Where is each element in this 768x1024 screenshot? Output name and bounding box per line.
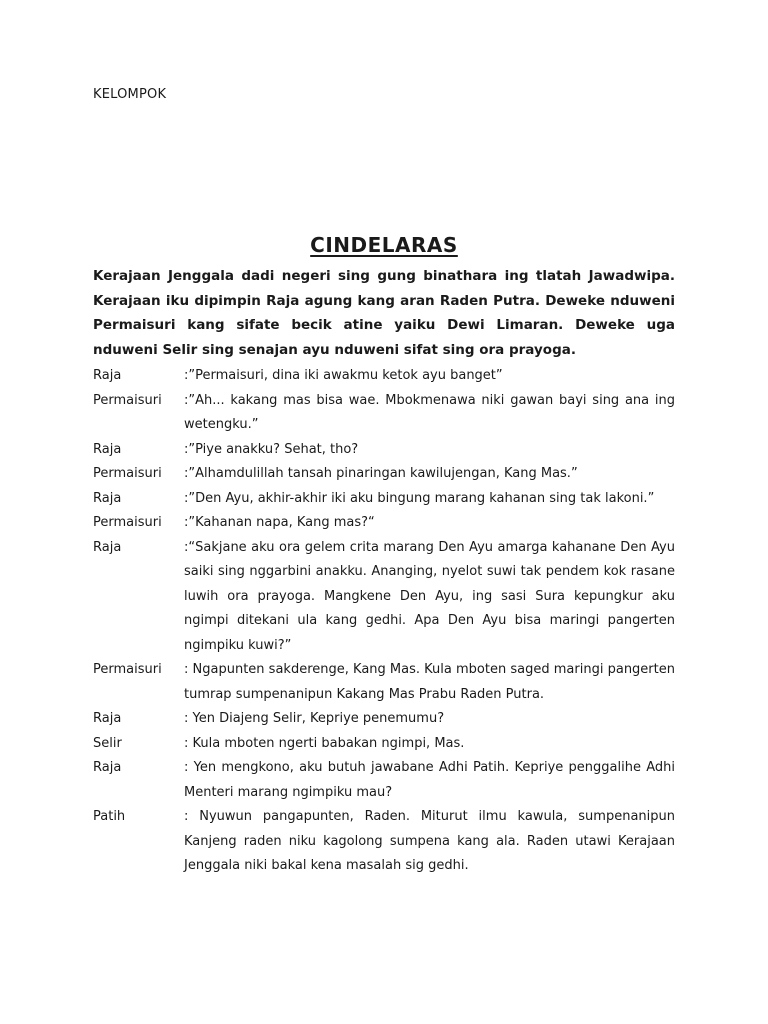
dialogue-line: :“Sakjane aku ora gelem crita marang Den Ayu amarga kahanane Den Ayu saiki sing nggarbini anakku. Ananging, nyelot suwi tak pendem kok rasane luwih ora prayoga. Mangkene Den Ayu, ing sasi Sura kepungkur aku ngimpi ditekani ula kang gedhi. Apa Den Ayu bisa maringi pangerten ngimpiku kuwi?” (184, 539, 675, 653)
dialogue-row (93, 511, 675, 536)
speaker-name: Raja (93, 539, 122, 555)
speaker-name: Permaisuri (93, 466, 162, 481)
dialogue-row (93, 536, 675, 659)
dialogue-row (93, 462, 675, 487)
dialogue-row (93, 364, 675, 389)
dialogue-line: : Yen Diajeng Selir, Kepriye penemumu? (184, 711, 445, 726)
group-label: KELOMPOK (93, 87, 167, 102)
dialogue-row (93, 707, 675, 732)
speaker-name: Raja (93, 760, 122, 775)
dialogue-row (93, 487, 675, 512)
speaker-name: Raja (93, 441, 122, 457)
dialogue-row (93, 805, 675, 879)
speaker-name: Raja (93, 490, 122, 506)
dialogue-line: :”Ah... kakang mas bisa wae. Mbokmenawa niki gawan bayi sing ana ing wetengku.” (184, 392, 675, 432)
intro-paragraph: Kerajaan Jenggala dadi negeri sing gung binathara ing tlatah Jawadwipa. Kerajaan iku dipimpin Raja agung kang aran Raden Putra. Deweke nduweni Permaisuri kang sifate becik atine yaiku Dewi Limaran. Deweke uga nduweni Selir sing senajan ayu nduweni sifat sing ora prayoga. (93, 268, 675, 358)
speaker-name: Permaisuri (93, 662, 162, 677)
dialogue-line: : Ngapunten sakderenge, Kang Mas. Kula mboten saged maringi pangerten tumrap sumpenanipun Kakang Mas Prabu Raden Putra. (184, 662, 675, 702)
speaker-name: Raja (93, 711, 122, 726)
dialogue-row (93, 658, 675, 707)
speaker-name: Selir (93, 735, 122, 751)
dialogue-row (93, 732, 675, 757)
dialogue-line: :”Kahanan napa, Kang mas?“ (184, 515, 375, 530)
dialogue-line: :”Den Ayu, akhir-akhir iki aku bingung marang kahanan sing tak lakoni.” (184, 490, 655, 506)
dialogue-line: : Yen mengkono, aku butuh jawabane Adhi Patih. Kepriye penggalihe Adhi Menteri marang ngimpiku mau? (184, 760, 675, 800)
dialogue-list (93, 364, 675, 879)
story-title: CINDELARAS (310, 233, 458, 257)
dialogue-line: : Nyuwun pangapunten, Raden. Miturut ilmu kawula, sumpenanipun Kanjeng raden niku kagolong sumpena kang ala. Raden utawi Kerajaan Jenggala niki bakal kena masalah sig gedhi. (184, 809, 675, 873)
dialogue-line: :”Alhamdulillah tansah pinaringan kawilujengan, Kang Mas.” (184, 466, 578, 481)
dialogue-line: :”Permaisuri, dina iki awakmu ketok ayu banget” (184, 368, 503, 383)
speaker-name: Patih (93, 809, 126, 824)
speaker-name: Raja (93, 368, 122, 383)
dialogue-row (93, 756, 675, 805)
dialogue-line: : Kula mboten ngerti babakan ngimpi, Mas. (184, 735, 465, 751)
speaker-name: Permaisuri (93, 392, 162, 408)
speaker-name: Permaisuri (93, 515, 162, 530)
dialogue-row (93, 389, 675, 438)
dialogue-row (93, 438, 675, 463)
dialogue-line: :”Piye anakku? Sehat, tho? (184, 441, 359, 457)
